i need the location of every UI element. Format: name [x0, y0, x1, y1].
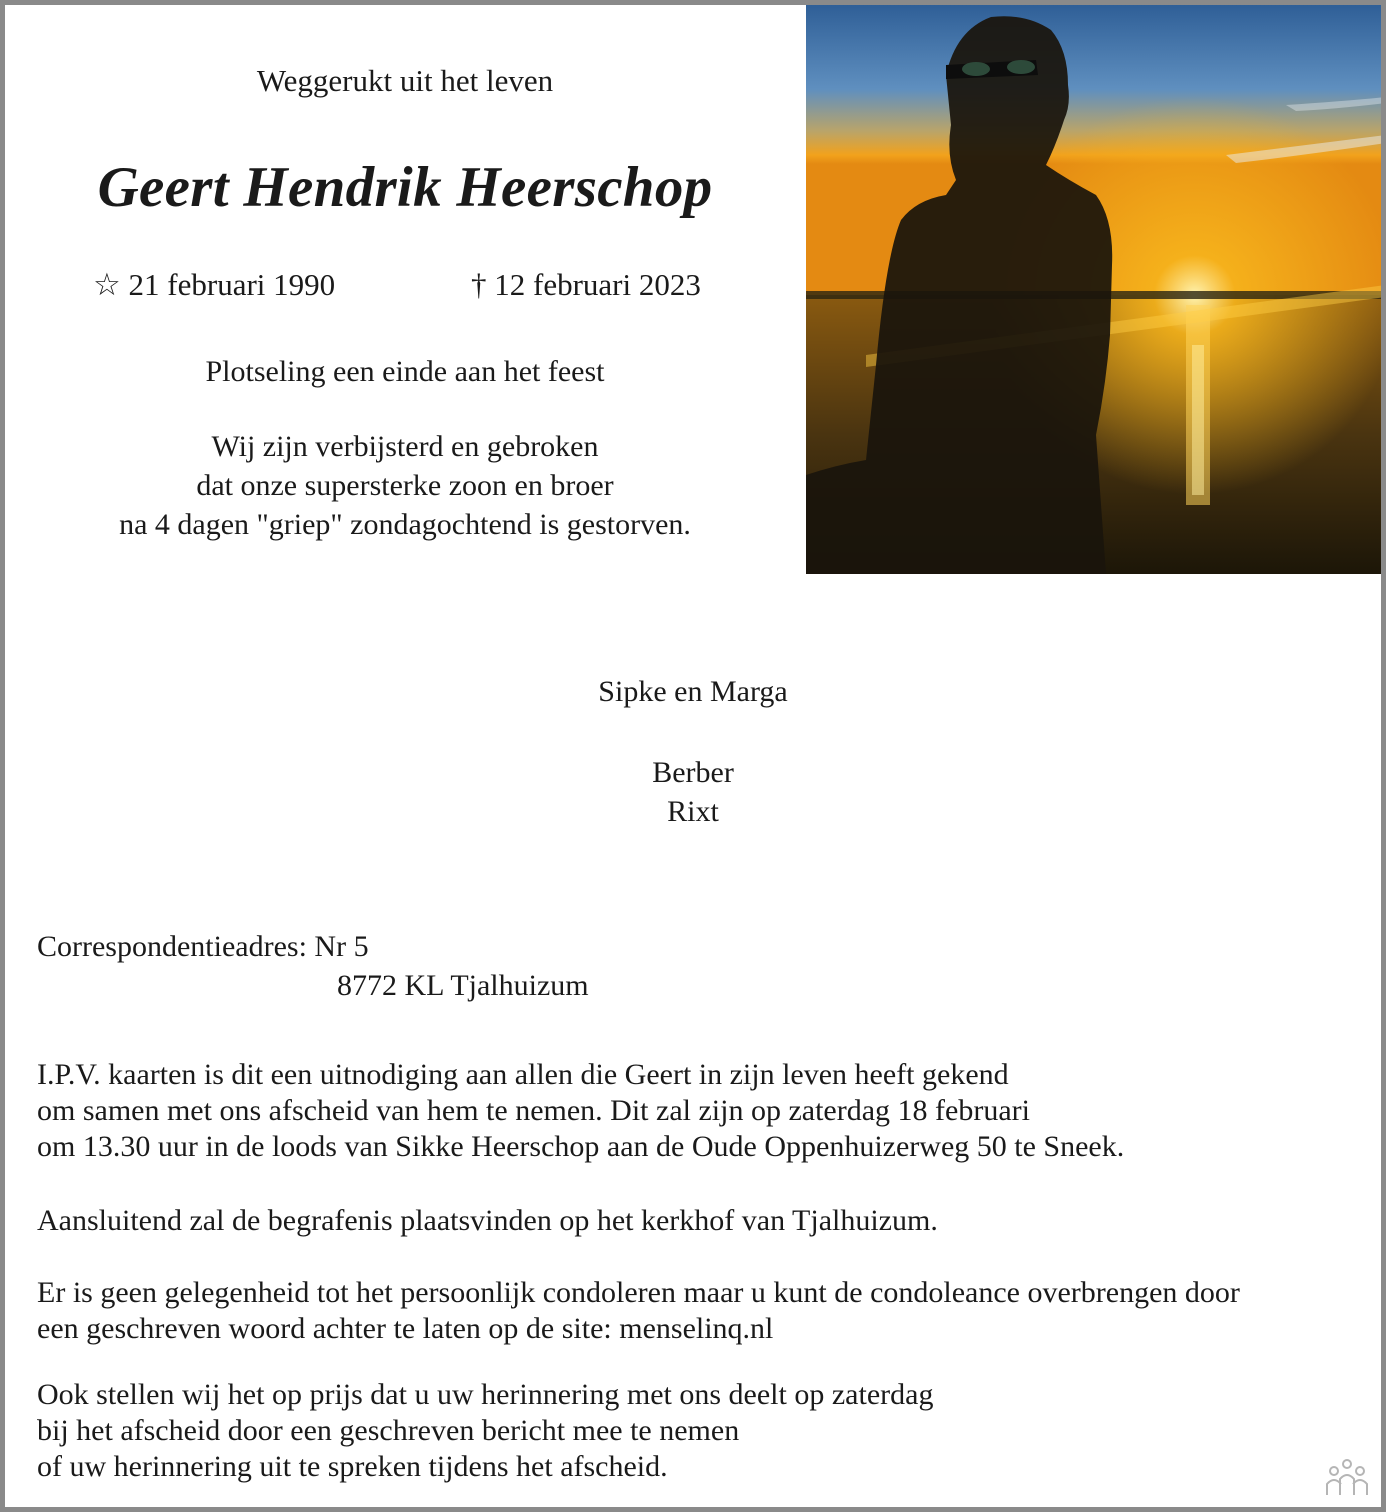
invitation-paragraph: [37, 1057, 1124, 1165]
tagline: Plotseling een einde aan het feest: [205, 355, 605, 388]
paragraph-line: om samen met ons afscheid van hem te nemen. Dit zal zijn op zaterdag 18 februari: [37, 1094, 1030, 1127]
paragraph-line: Aansluitend zal de begrafenis plaatsvinden op het kerkhof van Tjalhuizum.: [37, 1204, 938, 1237]
memories-paragraph: [37, 1377, 933, 1485]
message: [35, 427, 775, 544]
paragraph-line: I.P.V. kaarten is dit een uitnodiging aan allen die Geert in zijn leven heeft gekend: [37, 1058, 1009, 1091]
message-line: na 4 dagen "griep" zondagochtend is gestorven.: [119, 508, 691, 541]
birth-date: ☆ 21 februari 1990: [93, 267, 336, 302]
paragraph-line: bij het afscheid door een geschreven bericht mee te nemen: [37, 1414, 740, 1447]
condolence-paragraph: [37, 1275, 1240, 1347]
paragraph-line: een geschreven woord achter te laten op de site: menselinq.nl: [37, 1312, 774, 1345]
sibling-name: Berber: [652, 756, 734, 789]
siblings-names: [405, 753, 981, 831]
address-line-1: Correspondentieadres: Nr 5: [37, 930, 369, 963]
people-logo-icon: [1323, 1457, 1371, 1497]
death-date: † 12 februari 2023: [471, 267, 701, 302]
parents-names: Sipke en Marga: [598, 675, 788, 708]
correspondence-address: [37, 927, 589, 1005]
paragraph-line: Ook stellen wij het op prijs dat u uw herinnering met ons deelt op zaterdag: [37, 1378, 934, 1411]
message-line: Wij zijn verbijsterd en gebroken: [211, 430, 599, 463]
paragraph-line: om 13.30 uur in de loods van Sikke Heerschop aan de Oude Oppenhuizerweg 50 te Sneek.: [37, 1130, 1125, 1163]
paragraph-line: of uw herinnering uit te spreken tijdens het afscheid.: [37, 1450, 668, 1483]
paragraph-line: Er is geen gelegenheid tot het persoonlijk condoleren maar u kunt de condoleance overbrengen door: [37, 1276, 1240, 1309]
deceased-name: Geert Hendrik Heerschop: [97, 156, 713, 219]
address-line-2: 8772 KL Tjalhuizum: [337, 969, 589, 1002]
portrait-photo: [806, 5, 1386, 574]
message-line: dat onze supersterke zoon en broer: [196, 469, 614, 502]
sunset-silhouette-image: [806, 5, 1386, 574]
burial-paragraph: [37, 1203, 938, 1239]
intro-line: Weggerukt uit het leven: [256, 63, 554, 98]
sibling-name: Rixt: [667, 795, 719, 828]
